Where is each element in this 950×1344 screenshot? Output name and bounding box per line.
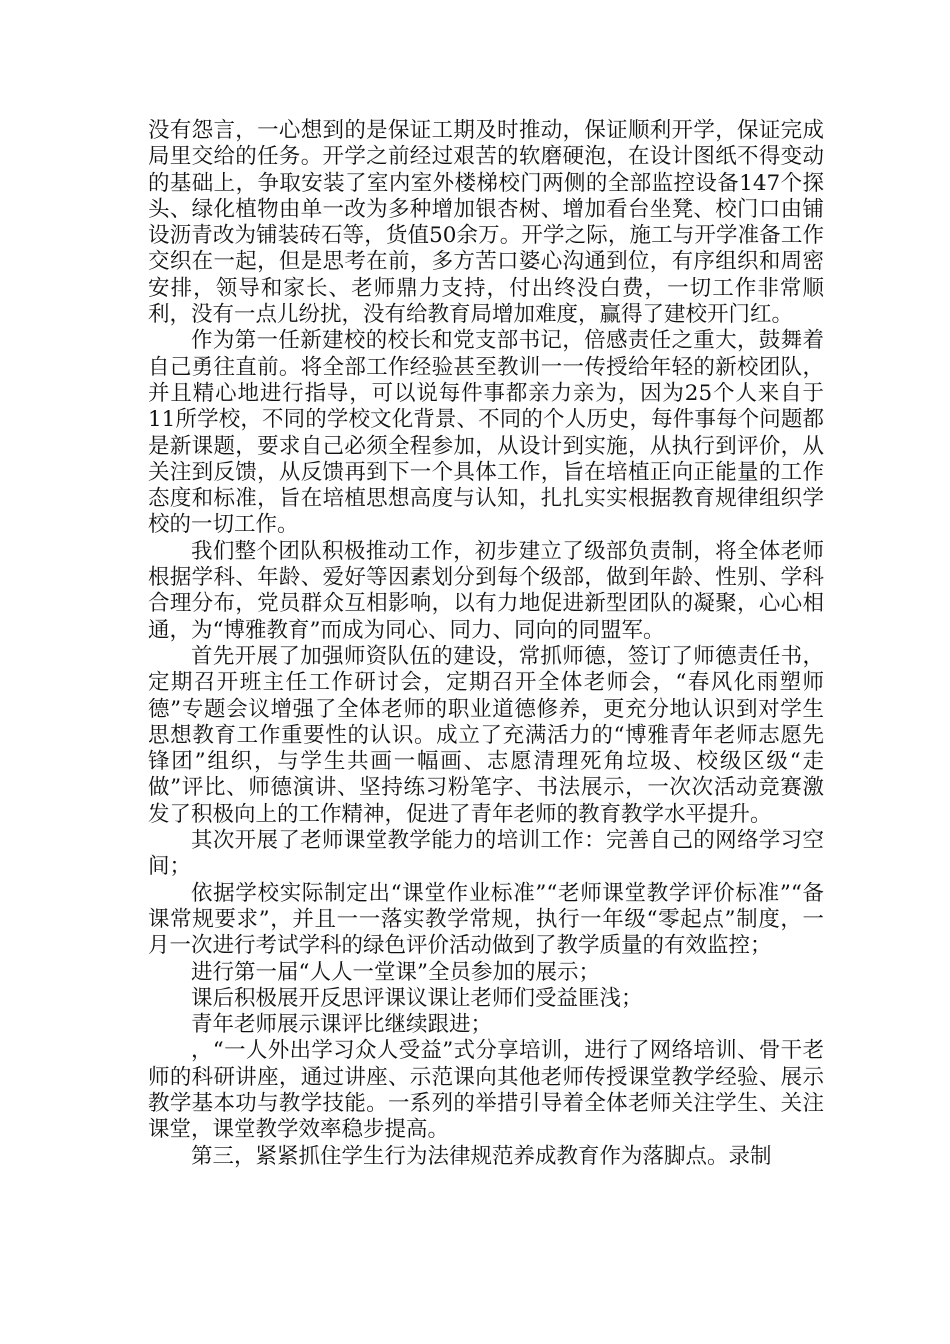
paragraph: 第三，紧紧抓住学生行为法律规范养成教育作为落脚点。录制 xyxy=(191,1143,772,1169)
paragraph: 我们整个团队积极推动工作，初步建立了级部负责制，将全体老师根据学科、年龄、爱好等因素划分到每个级部，做到年龄、性别、学科合理分布，党员群众互相影响，以有力地促进新型团队的凝聚，心心相通，为“博雅教育”而成为同心、同力、同向的同盟军。 xyxy=(148,538,824,643)
document-body xyxy=(148,118,824,1170)
paragraph: 其次开展了老师课堂教学能力的培训工作：完善自己的网络学习空间； xyxy=(148,828,824,880)
paragraph: 依据学校实际制定出“课堂作业标准”“老师课堂教学评价标准”“备课常规要求”，并且一一落实教学常规，执行一年级“零起点”制度，一月一次进行考试学科的绿色评价活动做到了教学质量的有效监控； xyxy=(148,880,824,959)
paragraph: 没有怨言，一心想到的是保证工期及时推动，保证顺利开学，保证完成局里交给的任务。开学之前经过艰苦的软磨硬泡，在设计图纸不得变动的基础上，争取安装了室内室外楼梯校门两侧的全部监控设备147个探头、绿化植物由单一改为多种增加银杏树、增加看台坐凳、校门口由铺设沥青改为铺装砖石等，货值50余万。开学之际，施工与开学准备工作交织在一起，但是思考在前，多方苦口婆心沟通到位，有序组织和周密安排，领导和家长、老师鼎力支持，付出终没白费，一切工作非常顺利，没有一点儿纷扰，没有给教育局增加难度，赢得了建校开门红。 xyxy=(148,118,824,328)
paragraph: ，“一人外出学习众人受益”式分享培训，进行了网络培训、骨干老师的科研讲座，通过讲座、示范课向其他老师传授课堂教学经验、展示教学基本功与教学技能。一系列的举措引导着全体老师关注学生、关注课堂，课堂教学效率稳步提高。 xyxy=(148,1038,824,1143)
paragraph: 进行第一届“人人一堂课”全员参加的展示； xyxy=(191,959,600,985)
paragraph: 作为第一任新建校的校长和党支部书记，倍感责任之重大，鼓舞着自己勇往直前。将全部工作经验甚至教训一一传授给年轻的新校团队，并且精心地进行指导，可以说每件事都亲力亲为，因为25个人来自于11所学校，不同的学校文化背景、不同的个人历史，每件事每个问题都是新课题，要求自己必须全程参加，从设计到实施，从执行到评价，从关注到反馈，从反馈再到下一个具体工作，旨在培植正向正能量的工作态度和标准，旨在培植思想高度与认知，扎扎实实根据教育规律组织学校的一切工作。 xyxy=(148,328,824,538)
paragraph: 课后积极展开反思评课议课让老师们受益匪浅； xyxy=(191,985,643,1011)
paragraph: 青年老师展示课评比继续跟进； xyxy=(191,1012,493,1038)
paragraph: 首先开展了加强师资队伍的建设，常抓师德，签订了师德责任书，定期召开班主任工作研讨会，定期召开全体老师会，“春风化雨塑师德”专题会议增强了全体老师的职业道德修养，更充分地认识到对学生思想教育工作重要性的认识。成立了充满活力的“博雅青年老师志愿先锋团”组织，与学生共画一幅画、志愿清理死角垃圾、校级区级“走做”评比、师德演讲、坚持练习粉笔字、书法展示，一次次活动竞赛激发了积极向上的工作精神，促进了青年老师的教育教学水平提升。 xyxy=(148,643,824,827)
